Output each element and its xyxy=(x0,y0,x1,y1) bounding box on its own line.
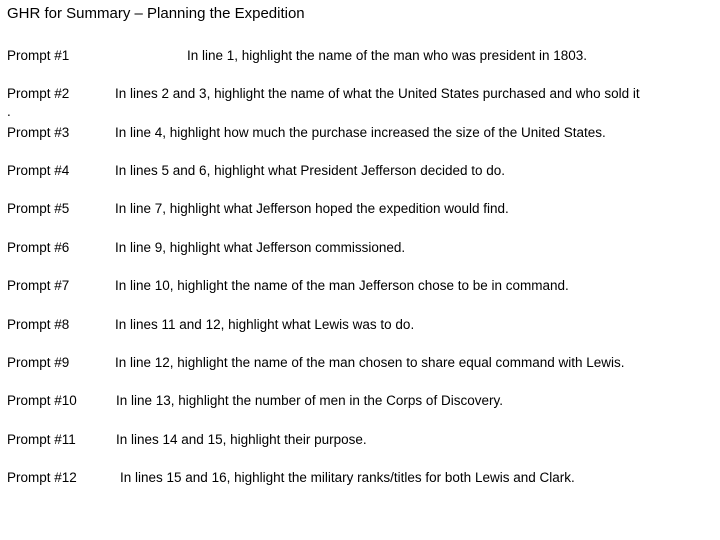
prompt-row-10 xyxy=(0,393,720,413)
prompt-label: Prompt #7 xyxy=(7,278,70,293)
prompt-row-8 xyxy=(0,317,720,337)
prompt-row-7 xyxy=(0,278,720,298)
prompt-text: In line 4, highlight how much the purchase increased the size of the United States. xyxy=(115,125,606,140)
prompt-text: In lines 15 and 16, highlight the military ranks/titles for both Lewis and Clark. xyxy=(120,470,575,485)
prompt-row-6 xyxy=(0,240,720,260)
prompt-text: In line 13, highlight the number of men in the Corps of Discovery. xyxy=(116,393,503,408)
prompt-label: Prompt #11 xyxy=(7,432,76,447)
prompt-row-4 xyxy=(0,163,720,183)
prompt-row-2 xyxy=(0,86,720,106)
prompt-row-12 xyxy=(0,470,720,490)
prompt-text: In line 1, highlight the name of the man who was president in 1803. xyxy=(187,48,588,63)
prompt-text: In lines 5 and 6, highlight what President Jefferson decided to do. xyxy=(115,163,506,178)
prompt-text: In line 12, highlight the name of the man chosen to share equal command with Lewis. xyxy=(115,355,625,370)
prompt-text: In lines 11 and 12, highlight what Lewis was to do. xyxy=(115,317,415,332)
prompt-label: Prompt #1 xyxy=(7,48,70,63)
prompt-label: Prompt #5 xyxy=(7,201,70,216)
prompt-row-3 xyxy=(0,125,720,145)
prompt-text: In line 10, highlight the name of the man Jefferson chose to be in command. xyxy=(115,278,569,293)
stray-period: . xyxy=(7,104,11,119)
prompt-label: Prompt #9 xyxy=(7,355,70,370)
prompt-text: In line 7, highlight what Jefferson hoped the expedition would find. xyxy=(115,201,509,216)
prompt-label: Prompt #12 xyxy=(7,470,77,485)
prompt-row-11 xyxy=(0,432,720,452)
prompt-label: Prompt #6 xyxy=(7,240,70,255)
prompt-label: Prompt #10 xyxy=(7,393,77,408)
prompt-row-5 xyxy=(0,201,720,221)
prompt-text: In lines 2 and 3, highlight the name of what the United States purchased and who sold it xyxy=(115,86,640,101)
page-title: GHR for Summary – Planning the Expedition xyxy=(7,5,305,22)
prompt-label: Prompt #8 xyxy=(7,317,70,332)
prompt-row-1 xyxy=(0,48,720,68)
prompt-row-9 xyxy=(0,355,720,375)
prompt-label: Prompt #2 xyxy=(7,86,70,101)
prompt-label: Prompt #3 xyxy=(7,125,70,140)
prompt-text: In lines 14 and 15, highlight their purpose. xyxy=(116,432,367,447)
prompt-label: Prompt #4 xyxy=(7,163,70,178)
prompt-text: In line 9, highlight what Jefferson commissioned. xyxy=(115,240,406,255)
